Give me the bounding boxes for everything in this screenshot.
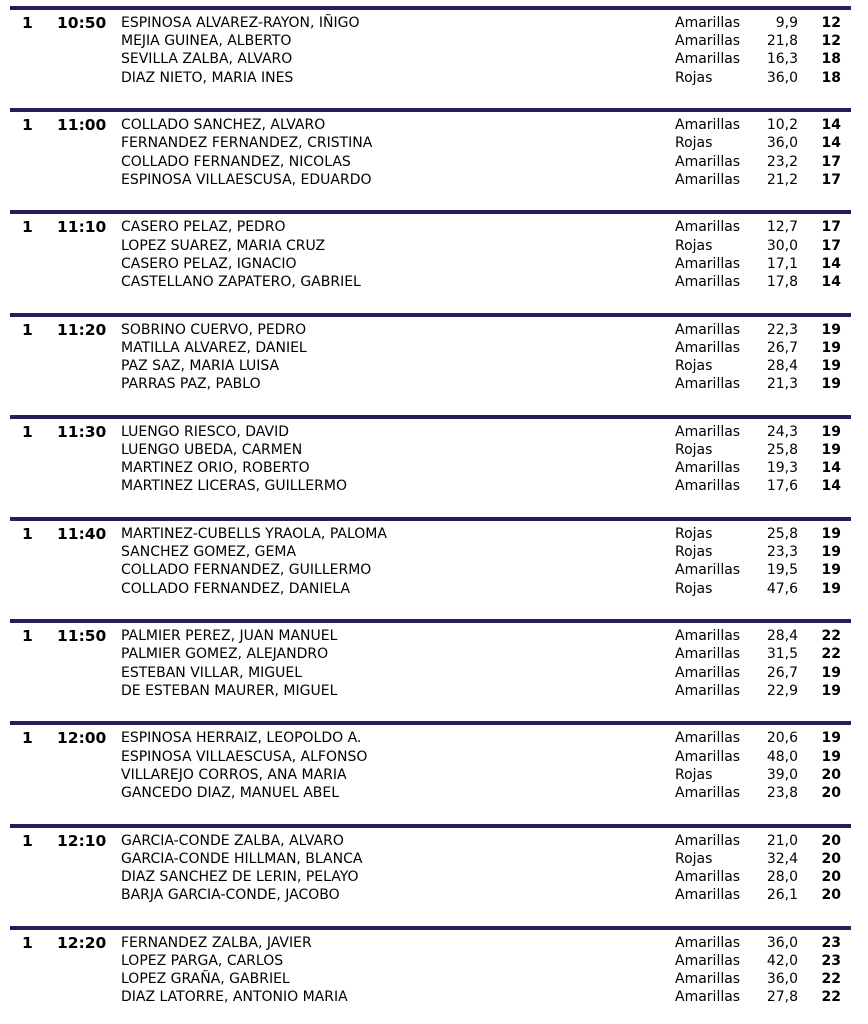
player-row: [0, 645, 868, 663]
playing-handicap: 14: [821, 273, 841, 290]
playing-handicap: 19: [821, 423, 841, 440]
playing-handicap: 19: [821, 664, 841, 681]
tee-color: Amarillas: [675, 664, 741, 681]
player-name: LOPEZ GRAÑA, GABRIEL: [121, 971, 290, 988]
player-name: ESPINOSA HERRAIZ, LEOPOLDO A.: [121, 730, 362, 747]
tee-color: Amarillas: [675, 628, 741, 645]
tee-color: Amarillas: [675, 868, 741, 885]
playing-handicap: 17: [821, 171, 841, 188]
group-divider: [10, 926, 851, 930]
playing-handicap: 12: [821, 15, 841, 31]
player-name: DIAZ NIETO, MARIA INES: [121, 69, 294, 86]
handicap-index: 26,7: [766, 339, 798, 356]
handicap-index: 16,3: [766, 51, 798, 68]
player-list: [0, 423, 868, 496]
playing-handicap: 20: [821, 868, 841, 885]
playing-handicap: 14: [821, 460, 841, 477]
player-name: FERNANDEZ FERNANDEZ, CRISTINA: [121, 135, 373, 152]
player-name: MEJIA GUINEA, ALBERTO: [121, 33, 292, 50]
tee-color: Amarillas: [675, 117, 741, 134]
tee-color: Amarillas: [675, 682, 741, 699]
player-name: PALMIER PEREZ, JUAN MANUEL: [121, 628, 338, 645]
playing-handicap: 20: [821, 887, 841, 904]
tee-time: 11:20: [57, 320, 107, 339]
group-divider: [10, 415, 851, 419]
player-row: [0, 69, 868, 87]
group-divider: [10, 824, 851, 828]
handicap-index: 26,1: [766, 887, 798, 904]
playing-handicap: 19: [821, 376, 841, 393]
group-divider: [10, 313, 851, 317]
tee-color: Amarillas: [675, 423, 741, 440]
player-list: [0, 627, 868, 700]
tee-color: Amarillas: [675, 730, 741, 747]
handicap-index: 23,8: [766, 784, 798, 801]
tee-color: Amarillas: [675, 934, 741, 951]
handicap-index: 47,6: [766, 580, 798, 597]
tee-color: Rojas: [675, 580, 713, 597]
player-name: MATILLA ALVAREZ, DANIEL: [121, 339, 307, 356]
tee-color: Rojas: [675, 544, 713, 561]
player-row: [0, 423, 868, 441]
playing-handicap: 19: [821, 339, 841, 356]
player-row: [0, 934, 868, 952]
tee-time: 10:50: [57, 14, 107, 32]
player-list: [0, 116, 868, 189]
player-name: PARRAS PAZ, PABLO: [121, 376, 261, 393]
handicap-index: 26,7: [766, 664, 798, 681]
tee-time: 12:10: [57, 831, 107, 850]
handicap-index: 20,6: [766, 730, 798, 747]
player-row: [0, 952, 868, 970]
player-name: CASTELLANO ZAPATERO, GABRIEL: [121, 273, 361, 290]
tee-color: Rojas: [675, 526, 713, 542]
player-row: [0, 273, 868, 291]
tee-time: 11:10: [57, 218, 107, 237]
playing-handicap: 23: [821, 952, 841, 969]
player-name: SEVILLA ZALBA, ALVARO: [121, 51, 293, 68]
player-row: [0, 357, 868, 375]
tee-color: Amarillas: [675, 219, 741, 236]
handicap-index: 9,9: [775, 15, 798, 31]
tee-color: Rojas: [675, 357, 713, 374]
playing-handicap: 20: [821, 850, 841, 867]
handicap-index: 19,3: [766, 460, 798, 477]
player-row: [0, 171, 868, 189]
player-row: [0, 525, 868, 543]
player-name: COLLADO FERNANDEZ, DANIELA: [121, 580, 351, 597]
player-row: [0, 441, 868, 459]
player-name: MARTINEZ ORIO, ROBERTO: [121, 460, 310, 477]
playing-handicap: 19: [821, 562, 841, 579]
player-row: [0, 729, 868, 747]
handicap-index: 36,0: [766, 135, 798, 152]
player-row: [0, 32, 868, 50]
handicap-index: 39,0: [766, 766, 798, 783]
handicap-index: 31,5: [766, 646, 798, 663]
player-name: PAZ SAZ, MARIA LUISA: [121, 357, 280, 374]
starting-hole: 1: [22, 831, 33, 850]
player-row: [0, 14, 868, 32]
tee-color: Amarillas: [675, 321, 741, 338]
player-row: [0, 664, 868, 682]
group-divider: [10, 619, 851, 623]
playing-handicap: 12: [821, 33, 841, 50]
playing-handicap: 22: [821, 989, 841, 1006]
handicap-index: 28,4: [766, 357, 798, 374]
tee-color: Amarillas: [675, 460, 741, 477]
player-row: [0, 868, 868, 886]
handicap-index: 21,3: [766, 376, 798, 393]
player-row: [0, 237, 868, 255]
group-divider: [10, 6, 851, 10]
tee-color: Amarillas: [675, 376, 741, 393]
player-name: MARTINEZ LICERAS, GUILLERMO: [121, 478, 347, 495]
playing-handicap: 14: [821, 135, 841, 152]
player-name: DIAZ LATORRE, ANTONIO MARIA: [121, 989, 348, 1006]
player-name: ESPINOSA VILLAESCUSA, EDUARDO: [121, 171, 372, 188]
player-name: CASERO PELAZ, PEDRO: [121, 219, 286, 236]
player-row: [0, 477, 868, 495]
player-list: [0, 525, 868, 598]
playing-handicap: 19: [821, 544, 841, 561]
playing-handicap: 19: [821, 321, 841, 338]
group-divider: [10, 517, 851, 521]
handicap-index: 12,7: [766, 219, 798, 236]
handicap-index: 17,6: [766, 478, 798, 495]
starting-hole: 1: [22, 14, 33, 32]
group-divider: [10, 721, 851, 725]
handicap-index: 27,8: [766, 989, 798, 1006]
handicap-index: 17,1: [766, 255, 798, 272]
playing-handicap: 17: [821, 219, 841, 236]
handicap-index: 22,3: [766, 321, 798, 338]
handicap-index: 28,0: [766, 868, 798, 885]
player-row: [0, 627, 868, 645]
starting-hole: 1: [22, 218, 33, 237]
player-name: COLLADO FERNANDEZ, NICOLAS: [121, 153, 351, 170]
handicap-index: 17,8: [766, 273, 798, 290]
player-list: [0, 832, 868, 905]
player-list: [0, 934, 868, 1007]
handicap-index: 48,0: [766, 748, 798, 765]
player-name: COLLADO SANCHEZ, ALVARO: [121, 117, 326, 134]
handicap-index: 25,8: [766, 526, 798, 542]
tee-color: Amarillas: [675, 989, 741, 1006]
player-row: [0, 375, 868, 393]
tee-color: Amarillas: [675, 273, 741, 290]
handicap-index: 30,0: [766, 237, 798, 254]
tee-color: Amarillas: [675, 784, 741, 801]
handicap-index: 24,3: [766, 423, 798, 440]
tee-time: 12:20: [57, 933, 107, 952]
player-name: MARTINEZ-CUBELLS YRAOLA, PALOMA: [121, 526, 387, 542]
playing-handicap: 23: [821, 934, 841, 951]
tee-color: Amarillas: [675, 15, 741, 31]
player-name: SANCHEZ GOMEZ, GEMA: [121, 544, 297, 561]
playing-handicap: 22: [821, 971, 841, 988]
player-row: [0, 339, 868, 357]
tee-color: Amarillas: [675, 952, 741, 969]
playing-handicap: 20: [821, 832, 841, 849]
tee-color: Amarillas: [675, 153, 741, 170]
playing-handicap: 19: [821, 682, 841, 699]
tee-time: 11:30: [57, 422, 107, 441]
handicap-index: 36,0: [766, 934, 798, 951]
playing-handicap: 22: [821, 628, 841, 645]
player-row: [0, 988, 868, 1006]
player-row: [0, 784, 868, 802]
player-name: CASERO PELAZ, IGNACIO: [121, 255, 297, 272]
playing-handicap: 19: [821, 526, 841, 542]
tee-color: Rojas: [675, 441, 713, 458]
handicap-index: 28,4: [766, 628, 798, 645]
tee-color: Amarillas: [675, 339, 741, 356]
starting-hole: 1: [22, 627, 33, 646]
player-row: [0, 580, 868, 598]
starting-hole: 1: [22, 729, 33, 748]
player-row: [0, 321, 868, 339]
player-name: LOPEZ PARGA, CARLOS: [121, 952, 284, 969]
starting-hole: 1: [22, 116, 33, 135]
tee-color: Amarillas: [675, 748, 741, 765]
player-row: [0, 970, 868, 988]
handicap-index: 32,4: [766, 850, 798, 867]
player-list: [0, 321, 868, 394]
playing-handicap: 19: [821, 748, 841, 765]
group-divider: [10, 210, 851, 214]
handicap-index: 25,8: [766, 441, 798, 458]
playing-handicap: 19: [821, 730, 841, 747]
player-name: LOPEZ SUAREZ, MARIA CRUZ: [121, 237, 326, 254]
playing-handicap: 22: [821, 646, 841, 663]
tee-color: Rojas: [675, 850, 713, 867]
player-row: [0, 459, 868, 477]
tee-color: Rojas: [675, 69, 713, 86]
player-row: [0, 153, 868, 171]
starting-hole: 1: [22, 422, 33, 441]
tee-color: Amarillas: [675, 51, 741, 68]
player-row: [0, 134, 868, 152]
handicap-index: 21,0: [766, 832, 798, 849]
player-list: [0, 218, 868, 291]
tee-color: Amarillas: [675, 171, 741, 188]
tee-time: 12:00: [57, 729, 107, 748]
player-name: FERNANDEZ ZALBA, JAVIER: [121, 934, 312, 951]
playing-handicap: 18: [821, 51, 841, 68]
tee-color: Rojas: [675, 237, 713, 254]
player-row: [0, 886, 868, 904]
handicap-index: 19,5: [766, 562, 798, 579]
player-row: [0, 682, 868, 700]
playing-handicap: 20: [821, 766, 841, 783]
player-name: DE ESTEBAN MAURER, MIGUEL: [121, 682, 338, 699]
tee-time: 11:00: [57, 116, 107, 135]
player-list: [0, 14, 868, 87]
player-row: [0, 850, 868, 868]
player-name: VILLAREJO CORROS, ANA MARIA: [121, 766, 347, 783]
handicap-index: 23,2: [766, 153, 798, 170]
player-row: [0, 561, 868, 579]
tee-color: Amarillas: [675, 646, 741, 663]
player-name: ESPINOSA VILLAESCUSA, ALFONSO: [121, 748, 368, 765]
player-name: SOBRINO CUERVO, PEDRO: [121, 321, 307, 338]
player-name: DIAZ SANCHEZ DE LERIN, PELAYO: [121, 868, 359, 885]
playing-handicap: 19: [821, 441, 841, 458]
tee-time: 11:40: [57, 525, 107, 543]
tee-color: Amarillas: [675, 887, 741, 904]
playing-handicap: 14: [821, 478, 841, 495]
playing-handicap: 14: [821, 117, 841, 134]
player-name: GANCEDO DIAZ, MANUEL ABEL: [121, 784, 340, 801]
handicap-index: 10,2: [766, 117, 798, 134]
playing-handicap: 19: [821, 357, 841, 374]
handicap-index: 23,3: [766, 544, 798, 561]
tee-color: Rojas: [675, 135, 713, 152]
handicap-index: 21,8: [766, 33, 798, 50]
tee-color: Amarillas: [675, 832, 741, 849]
player-row: [0, 218, 868, 236]
playing-handicap: 14: [821, 255, 841, 272]
handicap-index: 22,9: [766, 682, 798, 699]
tee-color: Rojas: [675, 766, 713, 783]
group-divider: [10, 108, 851, 112]
playing-handicap: 17: [821, 237, 841, 254]
player-row: [0, 255, 868, 273]
playing-handicap: 17: [821, 153, 841, 170]
player-name: ESTEBAN VILLAR, MIGUEL: [121, 664, 303, 681]
tee-color: Amarillas: [675, 562, 741, 579]
player-list: [0, 729, 868, 802]
player-row: [0, 832, 868, 850]
player-row: [0, 116, 868, 134]
starting-hole: 1: [22, 933, 33, 952]
player-name: BARJA GARCIA-CONDE, JACOBO: [121, 887, 340, 904]
player-name: COLLADO FERNANDEZ, GUILLERMO: [121, 562, 372, 579]
handicap-index: 36,0: [766, 69, 798, 86]
starting-hole: 1: [22, 320, 33, 339]
handicap-index: 36,0: [766, 971, 798, 988]
tee-color: Amarillas: [675, 971, 741, 988]
tee-time: 11:50: [57, 627, 107, 646]
playing-handicap: 19: [821, 580, 841, 597]
player-name: GARCIA-CONDE HILLMAN, BLANCA: [121, 850, 363, 867]
player-row: [0, 766, 868, 784]
player-name: PALMIER GOMEZ, ALEJANDRO: [121, 646, 329, 663]
handicap-index: 21,2: [766, 171, 798, 188]
tee-color: Amarillas: [675, 478, 741, 495]
player-name: LUENGO RIESCO, DAVID: [121, 423, 289, 440]
player-name: GARCIA-CONDE ZALBA, ALVARO: [121, 832, 344, 849]
tee-color: Amarillas: [675, 255, 741, 272]
player-name: LUENGO UBEDA, CARMEN: [121, 441, 303, 458]
starting-hole: 1: [22, 525, 33, 543]
player-row: [0, 748, 868, 766]
player-row: [0, 50, 868, 68]
player-name: ESPINOSA ALVAREZ-RAYON, IÑIGO: [121, 15, 360, 31]
playing-handicap: 20: [821, 784, 841, 801]
handicap-index: 42,0: [766, 952, 798, 969]
player-row: [0, 543, 868, 561]
tee-color: Amarillas: [675, 33, 741, 50]
playing-handicap: 18: [821, 69, 841, 86]
